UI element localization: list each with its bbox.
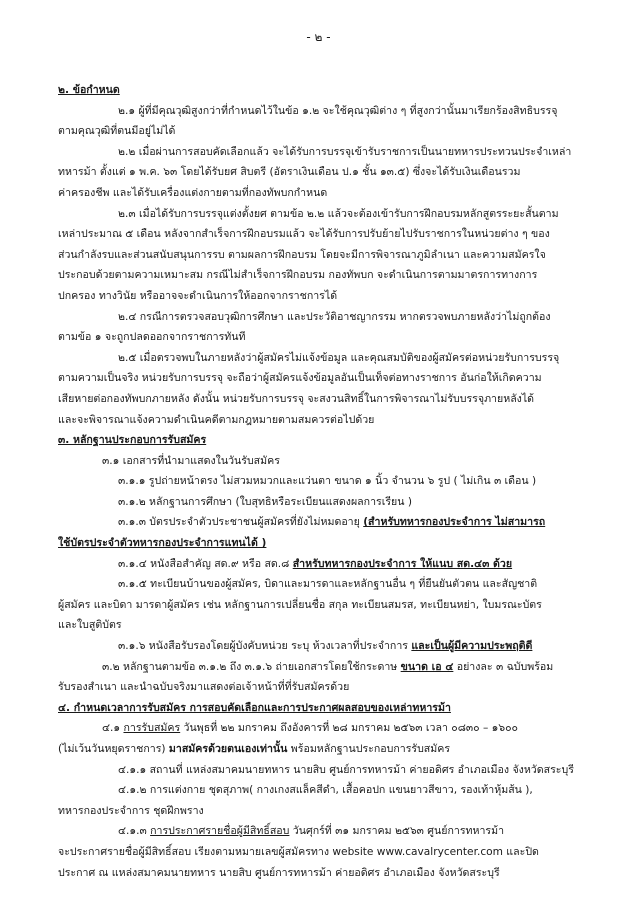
clause-2-4: ๒.๔ กรณีการตรวจสอบวุฒิการศึกษา และประวัติอาชญากรรม หากตรวจพบภายหลังว่าไม่ถูกต้อง	[118, 310, 551, 323]
clause-4-1-2: ๔.๑.๒ การแต่งกาย ชุดสุภาพ( กางเกงสแล็คสีดำ, เสื้อคอปก แขนยาวสีขาว, รองเท้าหุ้มส้น ),	[118, 784, 533, 797]
clause-2-1: ๒.๑ ผู้ที่มีคุณวุฒิสูงกว่าที่กำหนดไว้ในข้อ ๑.๒ จะใช้คุณวุฒิต่าง ๆ ที่สูงกว่านั้นมาเรียกร้องสิทธิบรรจุ	[118, 104, 558, 117]
clause-4-1-1: ๔.๑.๑ สถานที่ แหล่งสมาคมนายทหาร นายสิบ ศูนย์การทหารม้า ค่ายอดิศร อำเภอเมือง จังหวัดสระบุรี	[118, 763, 574, 776]
clause-2-5-cont: และจะพิจารณาแจ้งความดำเนินคดีตามกฎหมายตามสมควรต่อไปด้วย	[58, 413, 375, 426]
clause-3-2: ๓.๒ หลักฐานตามข้อ ๓.๑.๒ ถึง ๓.๑.๖ ถ่ายเอกสารโดยใช้กระดาษ ขนาด เอ ๔ อย่างละ ๓ ฉบับพร้อม	[102, 660, 554, 673]
clause-4-1-2-cont: ทหารกองประจำการ ชุดฝึกพราง	[58, 804, 204, 817]
clause-2-3-cont: ส่วนกำลังรบและส่วนสนับสนุนการรบ ตามผลการฝึกอบรม โดยจะมีการพิจารณาภูมิลำเนา และความสมัครใจ	[58, 248, 546, 261]
clause-3-1-5-cont: และใบสูติบัตร	[58, 619, 122, 632]
clause-2-3-cont: ประกอบด้วยตามความเหมาะสม กรณีไม่สำเร็จการฝึกอบรม กองทัพบก จะดำเนินการตามมาตรการทางการ	[58, 269, 538, 282]
clause-2-5: ๒.๕ เมื่อตรวจพบในภายหลังว่าผู้สมัครไม่แจ้งข้อมูล และคุณสมบัติของผู้สมัครต่อหน่วยรับการบรรจุ	[118, 351, 560, 364]
clause-3-1-2: ๓.๑.๒ หลักฐานการศึกษา (ใบสุทธิหรือระเบียนแสดงผลการเรียน )	[118, 495, 412, 508]
clause-4-1-cont: (ไม่เว้นวันหยุดราชการ) มาสมัครด้วยตนเองเท่านั้น พร้อมหลักฐานประกอบการรับสมัคร	[58, 743, 451, 755]
clause-3-1-4: ๓.๑.๔ หนังสือสำคัญ สด.๙ หรือ สด.๘ สำหรับทหารกองประจำการ ให้แนบ สด.๔๓ ด้วย	[118, 557, 513, 570]
clause-3-2-cont: รับรองสำเนา และนำฉบับจริงมาแสดงต่อเจ้าหน้าที่ที่รับสมัครด้วย	[58, 681, 350, 694]
section-4-heading: ๔. กำหนดเวลาการรับสมัคร การสอบคัดเลือกและการประกาศผลสอบของเหล่าทหารม้า	[58, 701, 451, 714]
clause-3-1-5: ๓.๑.๕ ทะเบียนบ้านของผู้สมัคร, บิดาและมารดาและหลักฐานอื่น ๆ ที่ยืนยันตัวตน และสัญชาติ	[118, 578, 538, 591]
document-body	[58, 80, 606, 883]
clause-3-1-6: ๓.๑.๖ หนังสือรับรองโดยผู้บังคับหน่วย ระบุ ห้วงเวลาที่ประจำการ และเป็นผู้มีความประพฤติดี	[118, 640, 533, 653]
clause-2-2-cont: ทหารม้า ตั้งแต่ ๑ พ.ค. ๖๓ โดยได้รับยศ สิบตรี (อัตราเงินเดือน ป.๑ ชั้น ๑๓.๕) ซึ่งจะได้รับเงินเดือนรวม	[58, 166, 521, 179]
clause-3-1: ๓.๑ เอกสารที่นำมาแสดงในวันรับสมัคร	[102, 454, 280, 467]
clause-3-1-5-cont: ผู้สมัคร และบิดา มารดาผู้สมัคร เช่น หลักฐานการเปลี่ยนชื่อ สกุล ทะเบียนสมรส, ทะเบียนหย่า, ใบมรณะบัตร	[58, 598, 542, 611]
clause-2-3-cont: ปกครอง ทางวินัย หรืออาจจะดำเนินการให้ออกจากราชการได้	[58, 289, 338, 302]
clause-2-2-cont: ค่าครองชีพ และได้รับเครื่องแต่งกายตามที่กองทัพบกกำหนด	[58, 186, 328, 199]
clause-2-5-cont: ตามความเป็นจริง หน่วยรับการบรรจุ จะถือว่าผู้สมัครแจ้งข้อมูลอันเป็นเท็จต่อทางราชการ อันก่อให้เกิดความ	[58, 372, 542, 385]
section-2-heading: ๒. ข้อกำหนด	[58, 84, 120, 96]
clause-2-4-cont: ตามข้อ ๑ จะถูกปลดออกจากราชการทันที	[58, 331, 246, 344]
clause-3-1-1: ๓.๑.๑ รูปถ่ายหน้าตรง ไม่สวมหมวกและแว่นตา ขนาด ๑ นิ้ว จำนวน ๖ รูป ( ไม่เกิน ๓ เดือน )	[118, 475, 537, 488]
clause-2-1-cont: ตามคุณวุฒิที่ตนมีอยู่ไม่ได้	[58, 125, 176, 138]
section-3-heading: ๓. หลักฐานประกอบการรับสมัคร	[58, 434, 207, 447]
clause-2-3-cont: เหล่าประมาณ ๕ เดือน หลังจากสำเร็จการฝึกอบรมแล้ว จะได้รับการปรับย้ายไปรับราชการในหน่วยต่าง ๆ ของ	[58, 228, 550, 241]
clause-2-5-cont: เสียหายต่อกองทัพบกภายหลัง ดังนั้น หน่วยรับการบรรจุ จะสงวนสิทธิ์ในการพิจารณาไม่รับบรรจุภายหลังได้	[58, 392, 535, 405]
clause-3-1-3: ๓.๑.๓ บัตรประจำตัวประชาชนผู้สมัครที่ยังไม่หมดอายุ (สำหรับทหารกองประจำการ ไม่สามารถ	[118, 516, 546, 529]
clause-3-1-3-cont: ใช้บัตรประจำตัวทหารกองประจำการแทนได้ )	[58, 537, 267, 550]
clause-2-2: ๒.๒ เมื่อผ่านการสอบคัดเลือกแล้ว จะได้รับการบรรจุเข้ารับราชการเป็นนายทหารประทวนประจำเหล่า	[118, 145, 572, 158]
clause-4-1: ๔.๑ การรับสมัคร วันพุธที่ ๒๒ มกราคม ถึงอังคารที่ ๒๘ มกราคม ๒๕๖๓ เวลา ๐๘๓๐ – ๑๖๐๐	[102, 722, 519, 735]
clause-4-1-3: ๔.๑.๓ การประกาศรายชื่อผู้มีสิทธิ์สอบ วันศุกร์ที่ ๓๑ มกราคม ๒๕๖๓ ศูนย์การทหารม้า	[118, 825, 505, 838]
clause-4-1-3-cont: จะประกาศรายชื่อผู้มีสิทธิ์สอบ เรียงตามหมายเลขผู้สมัครทาง website www.cavalrycenter.com และปิด	[58, 845, 539, 858]
clause-2-3: ๒.๓ เมื่อได้รับการบรรจุแต่งตั้งยศ ตามข้อ ๒.๒ แล้วจะต้องเข้ารับการฝึกอบรมหลักสูตรระยะสั้นตาม	[118, 207, 559, 220]
page-number: - ๒ -	[306, 30, 331, 44]
clause-4-1-3-cont: ประกาศ ณ แหล่งสมาคมนายทหาร นายสิบ ศูนย์การทหารม้า ค่ายอดิศร อำเภอเมือง จังหวัดสระบุรี	[58, 866, 500, 879]
